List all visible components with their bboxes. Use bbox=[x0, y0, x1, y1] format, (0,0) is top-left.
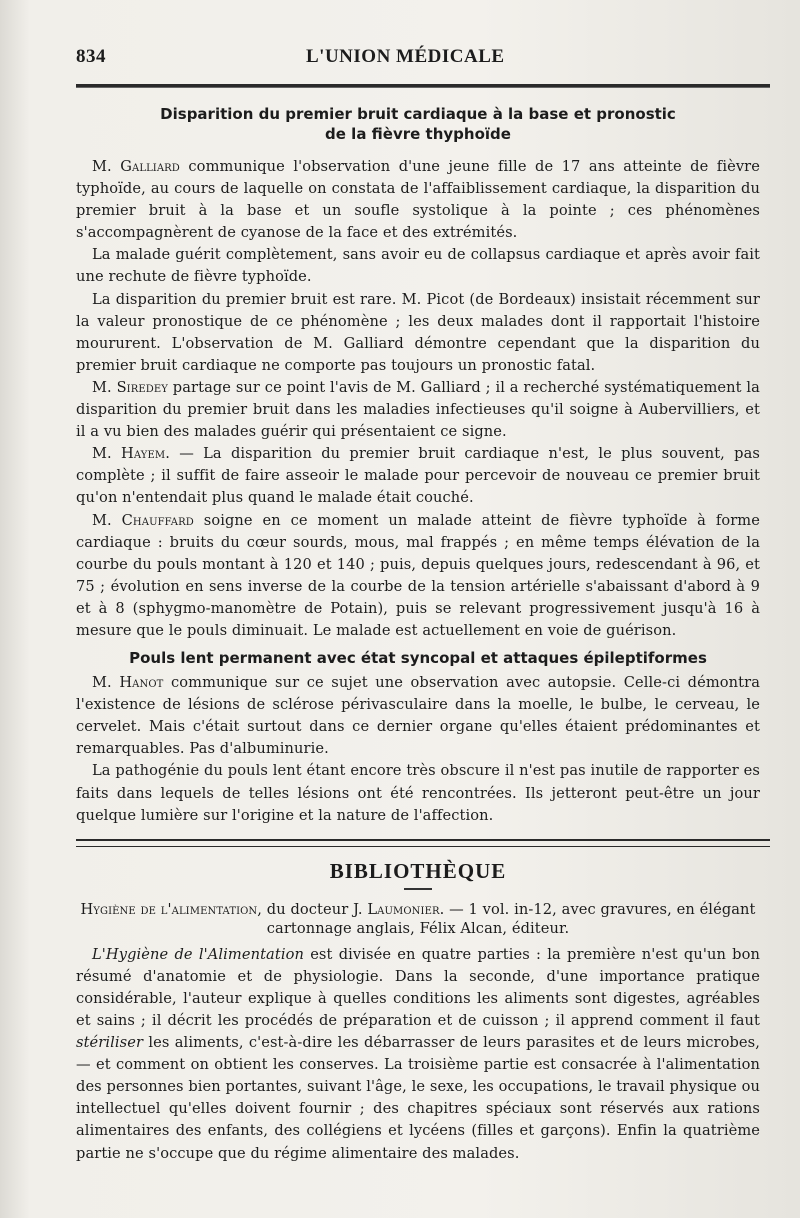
paragraph-text: . — La disparition du premier bruit cardiaque n'est, le plus souvent, pas complète ; il suffit de faire asseoir le malade pour percevoir de nouveau ce premier bruit qu'on n'entendait plus quand le malade était couché. bbox=[76, 445, 760, 507]
person-name: Hayem bbox=[121, 445, 166, 463]
review-text-a: est divisée en quatre parties : la première n'est qu'un bon résumé d'anatomie et de physiologie. Dans la seconde, d'une importance pratique considérable, l'auteur explique à quelles conditions les aliments sont digestes, agréables et sains ; il décrit les procédés de préparation et de cuisson ; il apprend comment il faut bbox=[76, 945, 760, 1029]
person-name: Hanot bbox=[119, 674, 164, 692]
article1-title-line2: de la fièvre thyphoïde bbox=[325, 125, 511, 143]
paragraph-text: communique sur ce sujet une observation avec autopsie. Celle-ci démontra l'existence de lésions de sclérose périvasculaire dans la moelle, le bulbe, le cerveau, le cervelet. Mais c'était surtout dans ce dernier organe qu'elles étaient prédominantes et remarquables. Pas d'albuminurie. bbox=[76, 674, 760, 758]
section-title: BIBLIOTHÈQUE bbox=[329, 858, 507, 883]
article1-paragraph-6: M. Chauffard soigne en ce moment un malade atteint de fièvre typhoïde à forme cardiaque : bruits du cœur sourds, mous, mal frappés ; en même temps élévation de la courbe du pouls montant à 120 et 140 ; puis, depuis quelques jours, redescendant à 96, et 75 ; évolution en sens inverse de la courbe de la tension artérielle s'abaissant d'abord à 9 et à 8 (sphygmo-manomètre de Potain), puis se relevant progressivement jusqu'à 16 à mesure que le pouls diminuait. Le malade est actuellement en voie de guérison. bbox=[76, 511, 760, 639]
bibliography-entry bbox=[76, 900, 760, 938]
page-number: 834 bbox=[76, 46, 106, 67]
article1-title-line1: Disparition du premier bruit cardiaque à la base et pronostic bbox=[160, 105, 676, 123]
review-book-title: L'Hygiène de l'Alimentation bbox=[92, 945, 304, 963]
article1-paragraph-1: M. Galliard communique l'observation d'une jeune fille de 17 ans atteinte de fièvre typhoïde, au cours de laquelle on constata de l'affaiblissement cardiaque, la disparition du premier bruit à la base et un soufle systolique à la pointe ; ces phénomènes s'accompagnèrent de cyanose de la face et des extrémités. bbox=[76, 158, 760, 242]
article2-title: Pouls lent permanent avec état syncopal et attaques épileptiformes bbox=[129, 649, 707, 668]
article1-paragraph-3: La disparition du premier bruit est rare. M. Picot (de Bordeaux) insistait récemment sur la valeur pronostique de ce phénomène ; les deux malades dont il rapportait l'histoire moururent. L'observation de M. Galliard démontre cependant que la disparition du premier bruit cardiaque ne comporte pas toujours un pronostic fatal. bbox=[76, 290, 760, 374]
header-rule bbox=[76, 84, 770, 88]
review-text-b: les aliments, c'est-à-dire les débarrasser de leurs parasites et de leurs microbes, — et comment on obtient les conserves. La troisième partie est consacrée à l'alimentation des personnes bien portantes, suivant l'âge, le sexe, les occupations, le travail physique ou intellectuel qu'elles doivent fournir ; des chapitres spéciaux sont réservés aux rations alimentaires des enfants, des collégiens et lycéens (filles et garçons). Enfin la quatrième partie ne s'occupe que du régime alimentaire des malades. bbox=[76, 1034, 761, 1162]
person-name: Siredey bbox=[116, 378, 168, 396]
section-title-rule bbox=[404, 888, 432, 890]
person-name: Galliard bbox=[120, 158, 180, 175]
article2-paragraph-2: La pathogénie du pouls lent étant encore très obscure il n'est pas inutile de rapporter es faits dans lequels de telles lésions ont été rencontrées. Ils jetteront peut-être un jour quelque lumière sur l'origine et la nature de l'affection. bbox=[76, 762, 760, 824]
section-divider bbox=[76, 839, 770, 847]
book-author: Laumonier bbox=[367, 900, 440, 918]
article1-paragraph-2: La malade guérit complètement, sans avoir eu de collapsus cardiaque et après avoir fait une rechute de fièvre typhoïde. bbox=[76, 246, 760, 286]
running-head bbox=[76, 0, 760, 70]
paragraph-text: soigne en ce moment un malade atteint de fièvre typhoïde à forme cardiaque : bruits du cœur sourds, mous, mal frappés ; en même temps élévation de la courbe du pouls montant à 120 et 140 ; puis, depuis quelques jours, redescendant à 96, et 75 ; évolution en sens inverse de la courbe de la tension artérielle s'abaissant d'abord à 9 et à 8 (sphygmo-manomètre de Potain), puis se relevant progressivement jusqu'à 16 à mesure que le pouls diminuait. Le malade est actuellement en voie de guérison. bbox=[76, 511, 760, 639]
review-paragraph bbox=[76, 944, 760, 1165]
article1-paragraph-4: M. Siredey partage sur ce point l'avis de M. Galliard ; il a recherché systématiquement la disparition du premier bruit dans les maladies infectieuses qu'il soigne à Aubervilliers, et il a vu bien des malades guérir qui présentaient ce signe. bbox=[76, 378, 760, 441]
paragraph-text: partage sur ce point l'avis de M. Galliard ; il a recherché systématiquement la disparition du premier bruit dans les maladies infectieuses qu'il soigne à Aubervilliers, et il a vu bien des malades guérir qui présentaient ce signe. bbox=[76, 378, 760, 441]
entry-author-prefix: , du docteur J. bbox=[257, 900, 363, 918]
review-italic-word: stériliser bbox=[76, 1034, 144, 1052]
person-name: Chauffard bbox=[121, 511, 194, 529]
book-title: Hygiène de l'alimentation bbox=[80, 900, 258, 918]
article1-title bbox=[96, 104, 740, 144]
journal-title: L'UNION MÉDICALE bbox=[306, 46, 505, 67]
article2-paragraph-1: M. Hanot communique sur ce sujet une observation avec autopsie. Celle-ci démontra l'existence de lésions de sclérose périvasculaire dans la moelle, le bulbe, le cerveau, le cervelet. Mais c'était surtout dans ce dernier organe qu'elles étaient prédominantes et remarquables. Pas d'albuminurie. bbox=[76, 674, 760, 758]
entry-details: . — 1 vol. in-12, avec gravures, en élégant cartonnage anglais, Félix Alcan, éditeur. bbox=[266, 900, 756, 937]
article1-paragraph-5: M. Hayem. — La disparition du premier bruit cardiaque n'est, le plus souvent, pas complète ; il suffit de faire asseoir le malade pour percevoir de nouveau ce premier bruit qu'on n'entendait plus quand le malade était couché. bbox=[76, 445, 760, 507]
paragraph-text: communique l'observation d'une jeune fille de 17 ans atteinte de fièvre typhoïde, au cours de laquelle on constata de l'affaiblissement cardiaque, la disparition du premier bruit à la base et un soufle systolique à la pointe ; ces phénomènes s'accompagnèrent de cyanose de la face et des extrémités. bbox=[76, 158, 760, 242]
